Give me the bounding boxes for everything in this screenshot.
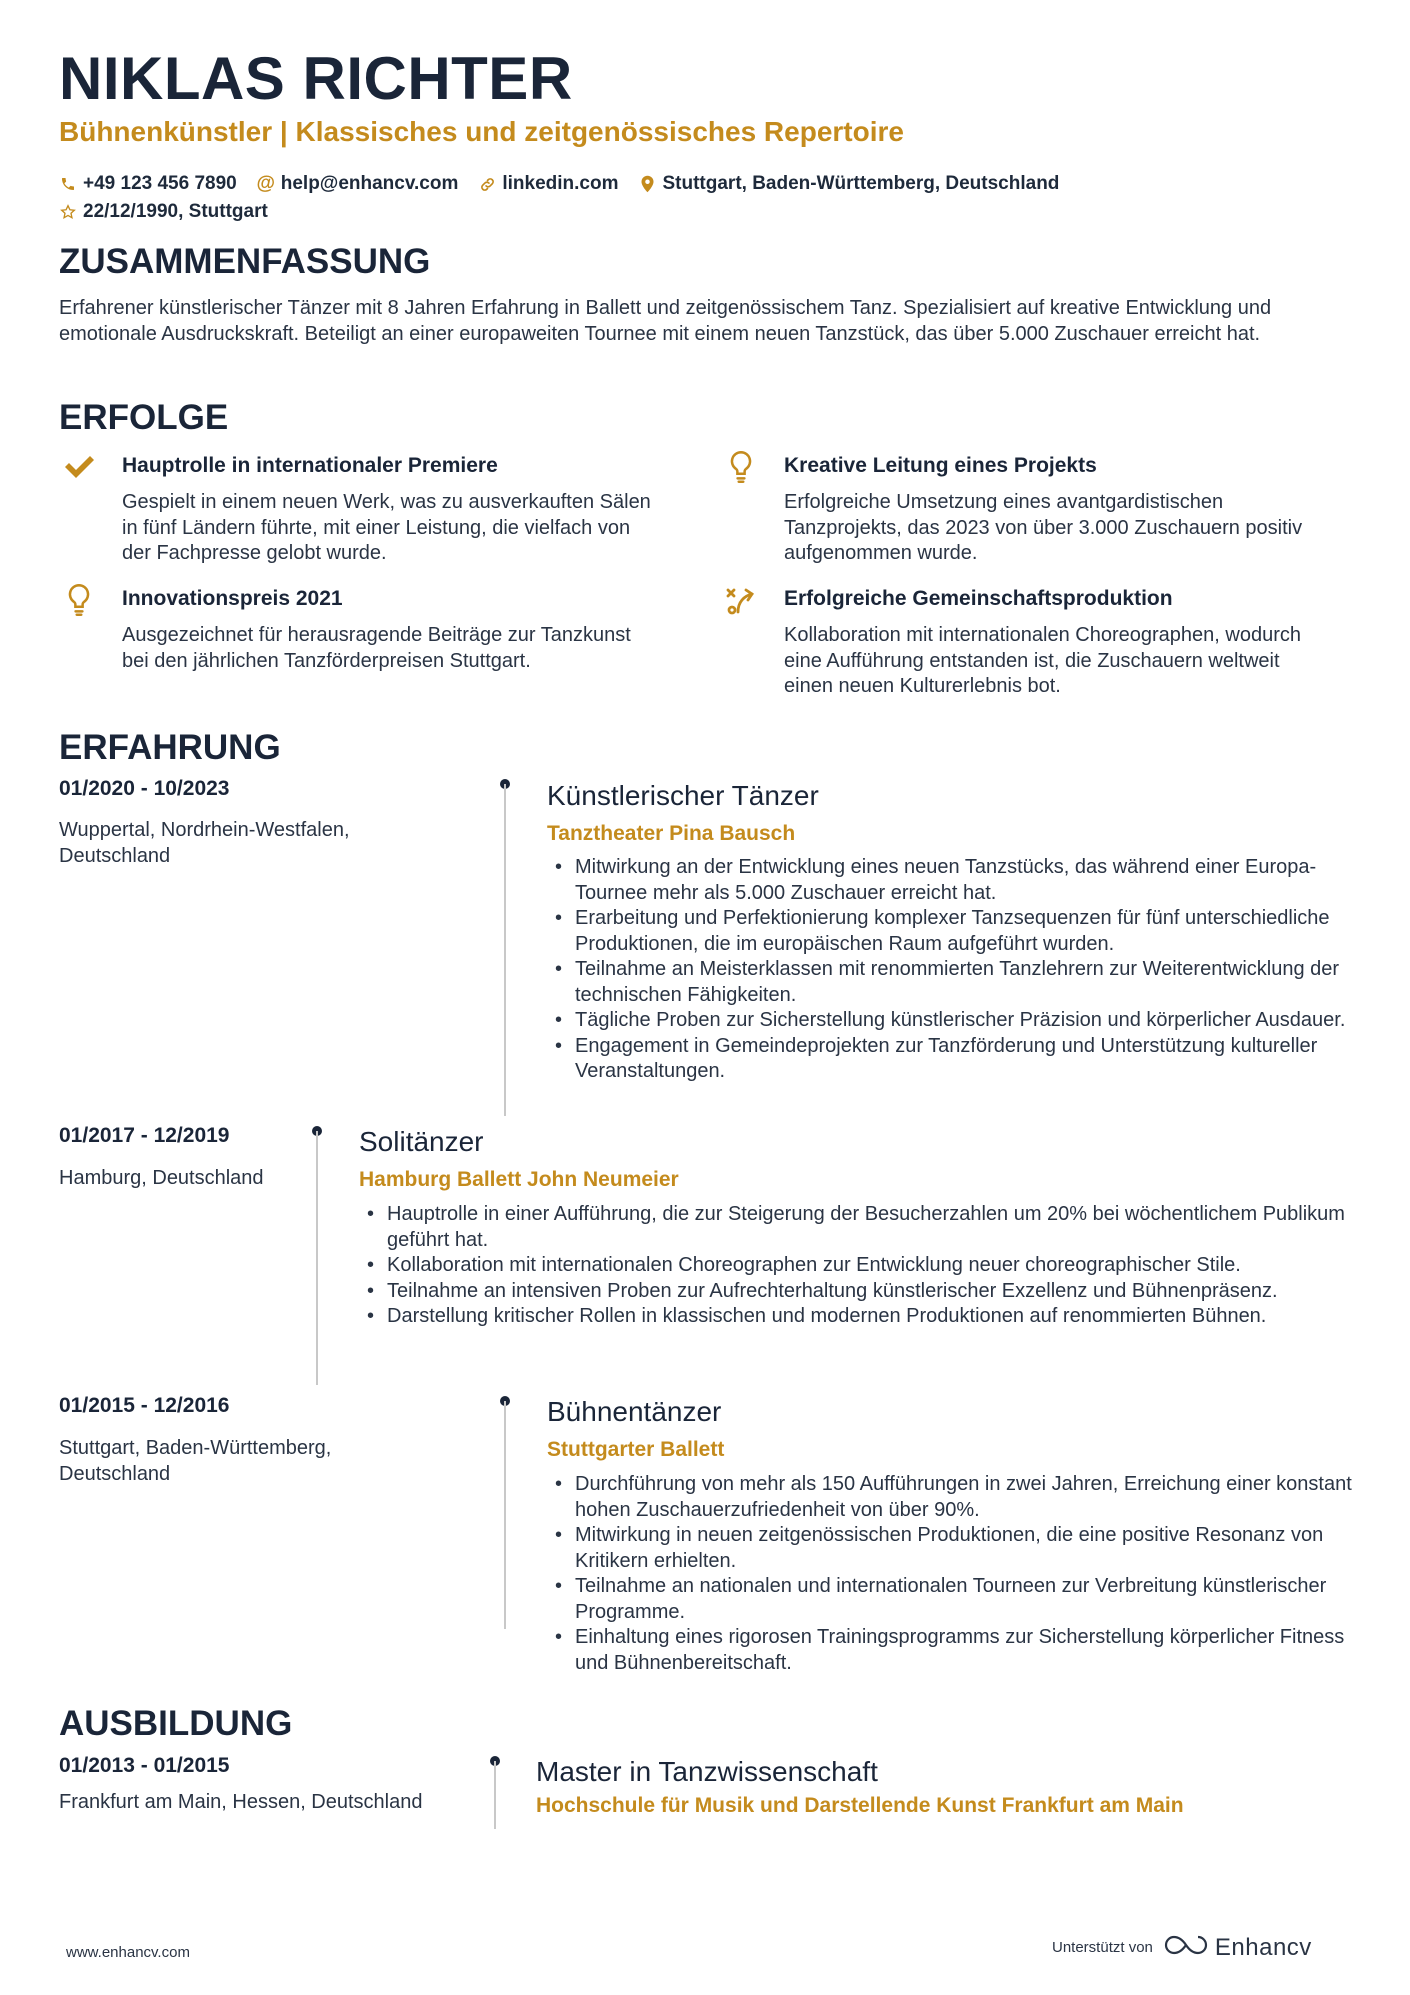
candidate-headline: Bühnenkünstler | Klassisches und zeitgenössisches Repertoire <box>59 116 904 147</box>
list-item: • Teilnahme an nationalen und internationalen Tourneen zur Verbreitung künstlerischer Programme. <box>547 1574 1367 1625</box>
location-pin-icon <box>639 175 657 193</box>
list-item: • Teilnahme an Meisterklassen mit renommierten Tanzlehrern zur Weiterentwicklung der technischen Fähigkeiten. <box>547 957 1367 1008</box>
contact-email[interactable]: @ help@enhancv.com <box>256 173 459 194</box>
list-item: • Teilnahme an intensiven Proben zur Aufrechterhaltung künstlerischer Exzellenz und Bühnenpräsenz. <box>359 1279 1359 1305</box>
achievements-heading: ERFOLGE <box>59 398 229 437</box>
timeline-line <box>504 784 506 1116</box>
timeline-line <box>316 1131 318 1385</box>
list-item: • Hauptrolle in einer Aufführung, die zur Steigerung der Besucherzahlen um 20% bei wöchentlichem Publikum geführt hat. <box>359 1202 1359 1253</box>
strategy-icon <box>724 583 758 617</box>
list-item: • Durchführung von mehr als 150 Aufführungen in zwei Jahren, Erreichung einer konstant hohen Zuschauerzufriedenheit von über 90%. <box>547 1472 1367 1523</box>
lightbulb-icon <box>724 450 758 484</box>
contact-birth: 22/12/1990, Stuttgart <box>59 201 268 223</box>
job-bullets <box>359 1202 1359 1330</box>
list-item: • Engagement in Gemeindeprojekten zur Tanzförderung und Unterstützung kultureller Veranstaltungen. <box>547 1034 1367 1085</box>
job-title: Solitänzer <box>359 1126 484 1157</box>
contact-location: Stuttgart, Baden-Württemberg, Deutschland <box>639 173 1060 195</box>
contact-info <box>59 170 1079 226</box>
phone-icon <box>59 175 77 193</box>
enhancv-brand: Enhancv <box>1214 1933 1312 1961</box>
job-title: Künstlerischer Tänzer <box>547 780 819 811</box>
resume-page: NIKLAS RICHTER Bühnenkünstler | Klassisches und zeitgenössisches Repertoire +49 123 456 7890 @ help@enhancv.com linkedin.com Stuttgart, Baden-Württemberg, Deutschland 22/12/1990, Stuttgart ZUSAMMENFASSUNG Erfahrener künstlerischer Tänzer mit 8 Jahren Erfahrung in Ballett und zeitgenössischem Tanz. Spezialisiert auf kreative Entwicklung und emotionale Ausdruckskraft. Beteiligt an einer europaweiten Tournee mit einem neuen Tanzstück, das über 5.000 Zuschauer erreicht hat. ERFOLGE Hauptrolle in internationaler Premiere Gespielt in einem neuen Werk, was zu ausverkauften Sälen in fünf Ländern führte, mit einer Leistung, die vielfach von der Fachpresse gelobt wurde. Kreative Leitung eines Projekts Erfolgreiche Umsetzung eines avantgardistischen Tanzprojekts, das 2023 von über 3.000 Zuschauern positiv aufgenommen wurde. Innovationspreis 2021 Ausgezeichnet für herausragende Beiträge zur Tanzkunst bei den jährlichen Tanzförderpreisen Stuttgart. Erfolgreiche Gemeinschaftsproduktion Kollaboration mit internationalen Choreographen, wodurch eine Aufführung entstanden ist, die Zuschauern weltweit einen neuen Kulturerlebnis bot. ERFAHRUNG 01/2020 - 10/2023 Wuppertal, Nordrhein-Westfalen, Deutschland Künstlerischer Tänzer Tanztheater Pina Bausch • Mitwirkung an der Entwicklung eines neuen Tanzstücks, das während einer Europa-Tournee mehr als 5.000 Zuschauer erreicht hat. • Erarbeitung und Perfektionierung komplexer Tanzsequenzen für fünf unterschiedliche Produktionen, die im europäischen Raum aufgeführt wurden. • Teilnahme an Meisterklassen mit renommierten Tanzlehrern zur Weiterentwicklung der technischen Fähigkeiten. • Tägliche Proben zur Sicherstellung künstlerischer Präzision und körperlicher Ausdauer. • Engagement in Gemeindeprojekten zur Tanzförderung und Unterstützung kultureller Veranstaltungen. 01/2017 - 12/2019 Hamburg, Deutschland Solitänzer Hamburg Ballett John Neumeier • Hauptrolle in einer Aufführung, die zur Steigerung der Besucherzahlen um 20% bei wöchentlichem Publikum geführt hat. • Kollaboration mit internationalen Choreographen zur Entwicklung neuer choreographischer Stile. • Teilnahme an intensiven Proben zur Aufrechterhaltung künstlerischer Exzellenz und Bühnenpräsenz. • Darstellung kritischer Rollen in klassischen und modernen Produktionen auf renommierten Bühnen. 01/2015 - 12/2016 Stuttgart, Baden-Württemberg, Deutschland Bühnentänzer Stuttgarter Ballett • Durchführung von mehr als 150 Aufführungen in zwei Jahren, Erreichung einer konstant hohen Zuschauerzufriedenheit von über 90%. • Mitwirkung in neuen zeitgenössischen Produktionen, die eine positive Resonanz von Kritikern erhielten. • Teilnahme an nationalen und internationalen Tourneen zur Verbreitung künstlerischer Programme. • Einhaltung eines rigorosen Trainingsprogramms zur Sicherstellung körperlicher Fitness und Bühnenbereitschaft. AUSBILDUNG 01/2013 - 01/2015 Frankfurt am Main, Hessen, Deutschland Master in Tanzwissenschaft Hochschule für Musik und Darstellende Kunst Frankfurt am Main www.enhancv.com Unterstützt von Enhancv <box>0 0 1410 1995</box>
job-location: Hamburg, Deutschland <box>59 1167 264 1189</box>
list-item: • Kollaboration mit internationalen Choreographen zur Entwicklung neuer choreographischer Stile. <box>359 1253 1359 1279</box>
star-icon <box>59 203 77 221</box>
list-item: • Einhaltung eines rigorosen Trainingsprogramms zur Sicherstellung körperlicher Fitness und Bühnenbereitschaft. <box>547 1625 1367 1676</box>
list-item: • Darstellung kritischer Rollen in klassischen und modernen Produktionen auf renommierten Bühnen. <box>359 1304 1359 1330</box>
summary-heading: ZUSAMMENFASSUNG <box>59 242 431 281</box>
education-date: 01/2013 - 01/2015 <box>59 1754 230 1777</box>
job-date: 01/2020 - 10/2023 <box>59 777 230 800</box>
check-icon <box>62 450 96 484</box>
enhancv-logo-icon <box>1163 1933 1209 1962</box>
footer-website[interactable]: www.enhancv.com <box>66 1944 190 1961</box>
contact-linkedin[interactable]: linkedin.com <box>478 173 618 195</box>
experience-heading: ERFAHRUNG <box>59 728 281 767</box>
job-company: Stuttgarter Ballett <box>547 1438 725 1461</box>
job-company: Hamburg Ballett John Neumeier <box>359 1168 679 1191</box>
list-item: • Erarbeitung und Perfektionierung komplexer Tanzsequenzen für fünf unterschiedliche Produktionen, die im europäischen Raum aufgeführt wurden. <box>547 906 1367 957</box>
education-location: Frankfurt am Main, Hessen, Deutschland <box>59 1791 423 1813</box>
candidate-name: NIKLAS RICHTER <box>59 45 573 112</box>
list-item: • Mitwirkung an der Entwicklung eines neuen Tanzstücks, das während einer Europa-Tournee mehr als 5.000 Zuschauer erreicht hat. <box>547 855 1367 906</box>
contact-phone: +49 123 456 7890 <box>59 173 237 195</box>
timeline-line <box>504 1401 506 1629</box>
degree-title: Master in Tanzwissenschaft <box>536 1756 878 1787</box>
job-location: Stuttgart, Baden-Württemberg, Deutschland <box>59 1437 332 1485</box>
timeline-line <box>494 1761 496 1829</box>
list-item: • Tägliche Proben zur Sicherstellung künstlerischer Präzision und körperlicher Ausdauer. <box>547 1008 1367 1034</box>
lightbulb-icon <box>62 583 96 617</box>
school-name: Hochschule für Musik und Darstellende Kunst Frankfurt am Main <box>536 1794 1184 1817</box>
powered-by-label: Unterstützt von <box>1052 1939 1153 1956</box>
education-heading: AUSBILDUNG <box>59 1704 293 1743</box>
footer-branding <box>1052 1933 1312 1962</box>
job-bullets <box>547 1472 1367 1676</box>
job-title: Bühnentänzer <box>547 1396 722 1427</box>
job-location: Wuppertal, Nordrhein-Westfalen, Deutschland <box>59 819 350 867</box>
job-date: 01/2015 - 12/2016 <box>59 1394 230 1417</box>
at-icon: @ <box>256 173 276 194</box>
summary-text: Erfahrener künstlerischer Tänzer mit 8 Jahren Erfahrung in Ballett und zeitgenössischem Tanz. Spezialisiert auf kreative Entwicklung und emotionale Ausdruckskraft. Beteiligt an einer europaweiten Tournee mit einem neuen Tanzstück, das über 5.000 Zuschauer erreicht hat. <box>59 297 1272 345</box>
job-date: 01/2017 - 12/2019 <box>59 1124 230 1147</box>
link-icon <box>478 175 496 193</box>
list-item: • Mitwirkung in neuen zeitgenössischen Produktionen, die eine positive Resonanz von Kritikern erhielten. <box>547 1523 1367 1574</box>
job-company: Tanztheater Pina Bausch <box>547 822 796 845</box>
job-bullets <box>547 855 1367 1085</box>
